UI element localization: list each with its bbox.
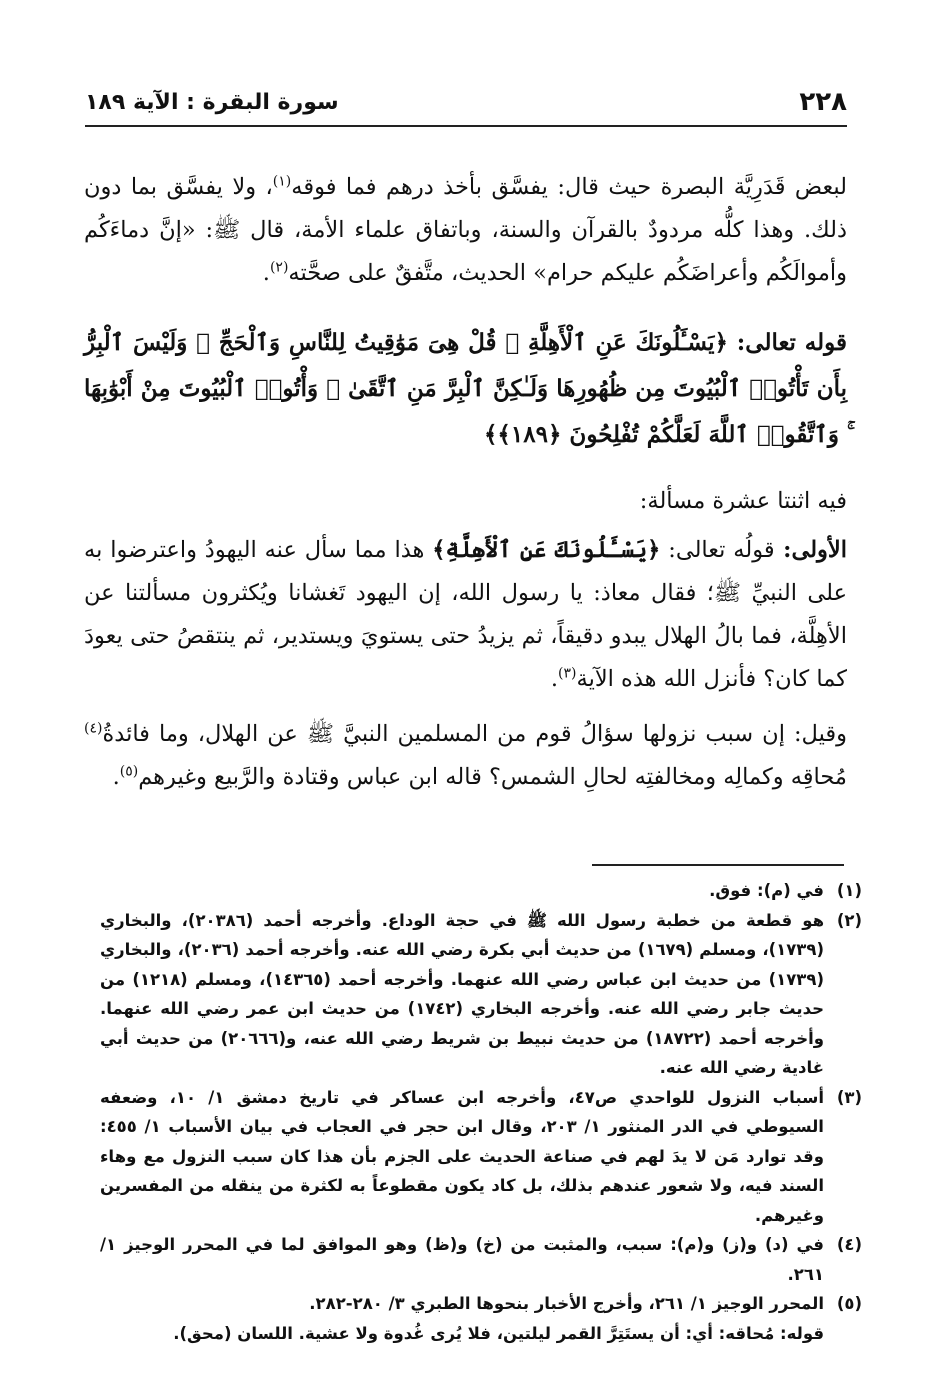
footnote-number: (٢)	[836, 910, 862, 930]
first-issue-paragraph	[84, 529, 847, 701]
first-issue-text-c: .	[550, 666, 559, 692]
issues-intro-text: فيه اثنتا عشرة مسألة:	[639, 488, 847, 514]
page-header	[85, 82, 847, 122]
footnote-text: في (م): فوق.	[709, 881, 824, 900]
issues-intro	[84, 480, 847, 523]
footnote-ref-4: (٤)	[84, 720, 103, 737]
footnote-ref-1: (١)	[272, 173, 292, 190]
gloss-note	[100, 1319, 862, 1349]
second-reason-text-b: مُحاقِه وكمالِه ومخالفتِه لحالِ الشمس؟ قاله ابن عباس وقتادة والرَّبيع وغيرهم	[138, 764, 847, 790]
first-issue-lead: الأولى:	[774, 537, 848, 563]
footnote-5	[100, 1289, 862, 1319]
verse-lead: قوله تعالى:	[727, 329, 848, 356]
running-title: سورة البقرة : الآية ١٨٩	[85, 89, 339, 115]
first-issue-verse: ﴿يَسْـَٔلُونَكَ عَنِ ٱلْأَهِلَّةِ﴾	[432, 537, 661, 563]
footnote-1	[100, 876, 862, 906]
footnote-text: في (د) و(ز) و(م): سبب، والمثبت من (خ) و(ظ) وهو الموافق لما في المحرر الوجيز ١/ ٢٦١.	[100, 1235, 824, 1284]
paragraph-1-text-a: لبعض قَدَرِيَّة البصرة حيث قال: يفسَّق بأخذ درهم فما فوقه	[291, 174, 847, 200]
footnote-ref-3: (٣)	[558, 665, 577, 682]
second-reason-text-a: وقيل: إن سبب نزولها سؤالُ قوم من المسلمين النبيَّ ﷺ عن الهلال، وما فائدةُ	[102, 721, 847, 747]
footnote-3	[100, 1083, 862, 1231]
footnote-ref-2: (٢)	[269, 259, 289, 276]
header-divider	[85, 125, 847, 127]
footnote-number: (٣)	[836, 1087, 862, 1107]
second-reason-text-c: .	[112, 764, 120, 790]
footnote-number: (٥)	[836, 1294, 862, 1313]
footnote-text: المحرر الوجيز ١/ ٢٦١، وأخرج الأخبار بنحوها الطبري ٣/ ٢٨٠-٢٨٢.	[309, 1294, 824, 1313]
first-issue-text-a: قولُه تعالى:	[660, 537, 775, 563]
footnote-ref-5: (٥)	[119, 763, 139, 780]
footnote-4	[100, 1230, 862, 1289]
footnote-number: (١)	[836, 881, 862, 900]
footnotes	[100, 876, 862, 1348]
second-reason-paragraph	[84, 713, 847, 799]
first-issue-text-b: هذا مما سأل عنه اليهودُ واعترضوا به على النبيِّ ﷺ؛ فقال معاذ: يا رسول الله، إن اليهود تَغشانا ويُكثرون مسألتنا عن الأهِلَّة، فما بالُ الهلال يبدو دقيقاً، ثم يزيدُ حتى يستويَ ويستدير، ثم ينتقصُ حتى يعودَ كما كان؟ فأنزل الله هذه الآية	[84, 537, 847, 692]
footnote-2	[100, 906, 862, 1083]
verse-paragraph	[84, 320, 847, 458]
footnote-divider	[592, 864, 844, 866]
page-number: ٢٢٨	[799, 87, 847, 117]
footnote-text: هو قطعة من خطبة رسول الله ﷺ في حجة الوداع. وأخرجه أحمد (٢٠٣٨٦)، والبخاري (١٧٣٩)، ومسلم (١٦٧٩) من حديث أبي بكرة رضي الله عنه. وأخرجه أحمد (٢٠٣٦)، والبخاري (١٧٣٩) من حديث ابن عباس رضي الله عنهما. وأخرجه أحمد (١٤٣٦٥)، ومسلم (١٢١٨) من حديث جابر رضي الله عنه. وأخرجه البخاري (١٧٤٢) من حديث ابن عمر رضي الله عنهما. وأخرجه أحمد (١٨٧٢٢) من حديث نبيط بن شريط رضي الله عنه، و(٢٠٦٦٦) من حديث أبي غادية رضي الله عنه.	[100, 910, 825, 1077]
paragraph-1-text-c: .	[262, 260, 270, 286]
gloss-text: قوله: مُحاقه: أي: أن يستَتِرَّ القمر ليلتين، فلا يُرى غُدوة ولا عشية. اللسان (محق).	[173, 1323, 824, 1343]
paragraph-1	[84, 166, 847, 295]
gloss-indent	[824, 1319, 862, 1349]
quran-verse: ﴿يَسْـَٔلُونَكَ عَنِ ٱلْأَهِلَّةِ ۖ قُلْ هِىَ مَوَٰقِيتُ لِلنَّاسِ وَٱلْحَجِّ ۗ وَلَيْسَ ٱلْبِرُّ بِأَن تَأْتُوا۟ ٱلْبُيُوتَ مِن ظُهُورِهَا وَلَـٰكِنَّ ٱلْبِرَّ مَنِ ٱتَّقَىٰ ۗ وَأْتُوا۟ ٱلْبُيُوتَ مِنْ أَبْوَٰبِهَا ۚ وَٱتَّقُوا۟ ٱللَّهَ لَعَلَّكُمْ تُفْلِحُونَ ﴿١٨٩﴾﴾	[84, 329, 847, 448]
footnote-text: أسباب النزول للواحدي ص٤٧، وأخرجه ابن عساكر في تاريخ دمشق ١/ ١٠، وضعفه السيوطي في الدر المنثور ١/ ٢٠٣، وقال ابن حجر في العجاب في بيان الأسباب ١/ ٤٥٥: وقد توارد مَن لا يدَ لهم في صناعة الحديث على الجزم بأن هذا كان سبب النزول مع وهاء السند فيه، ولا شعور عندهم بذلك، بل كاد يكون مقطوعاً به لكثرة من ينقله من المفسرين وغيرهم.	[100, 1087, 824, 1225]
footnote-number: (٤)	[836, 1235, 862, 1254]
paragraph-1-text-b: ، ولا يفسَّق بما دون ذلك. وهذا كلُّه مردودٌ بالقرآن والسنة، وباتفاق علماء الأمة، قال ﷺ: «إنَّ دماءَكُم وأموالَكُم وأعراضَكُم عليكم حرام» الحديث، متَّفقٌ على صحَّته	[84, 174, 847, 286]
